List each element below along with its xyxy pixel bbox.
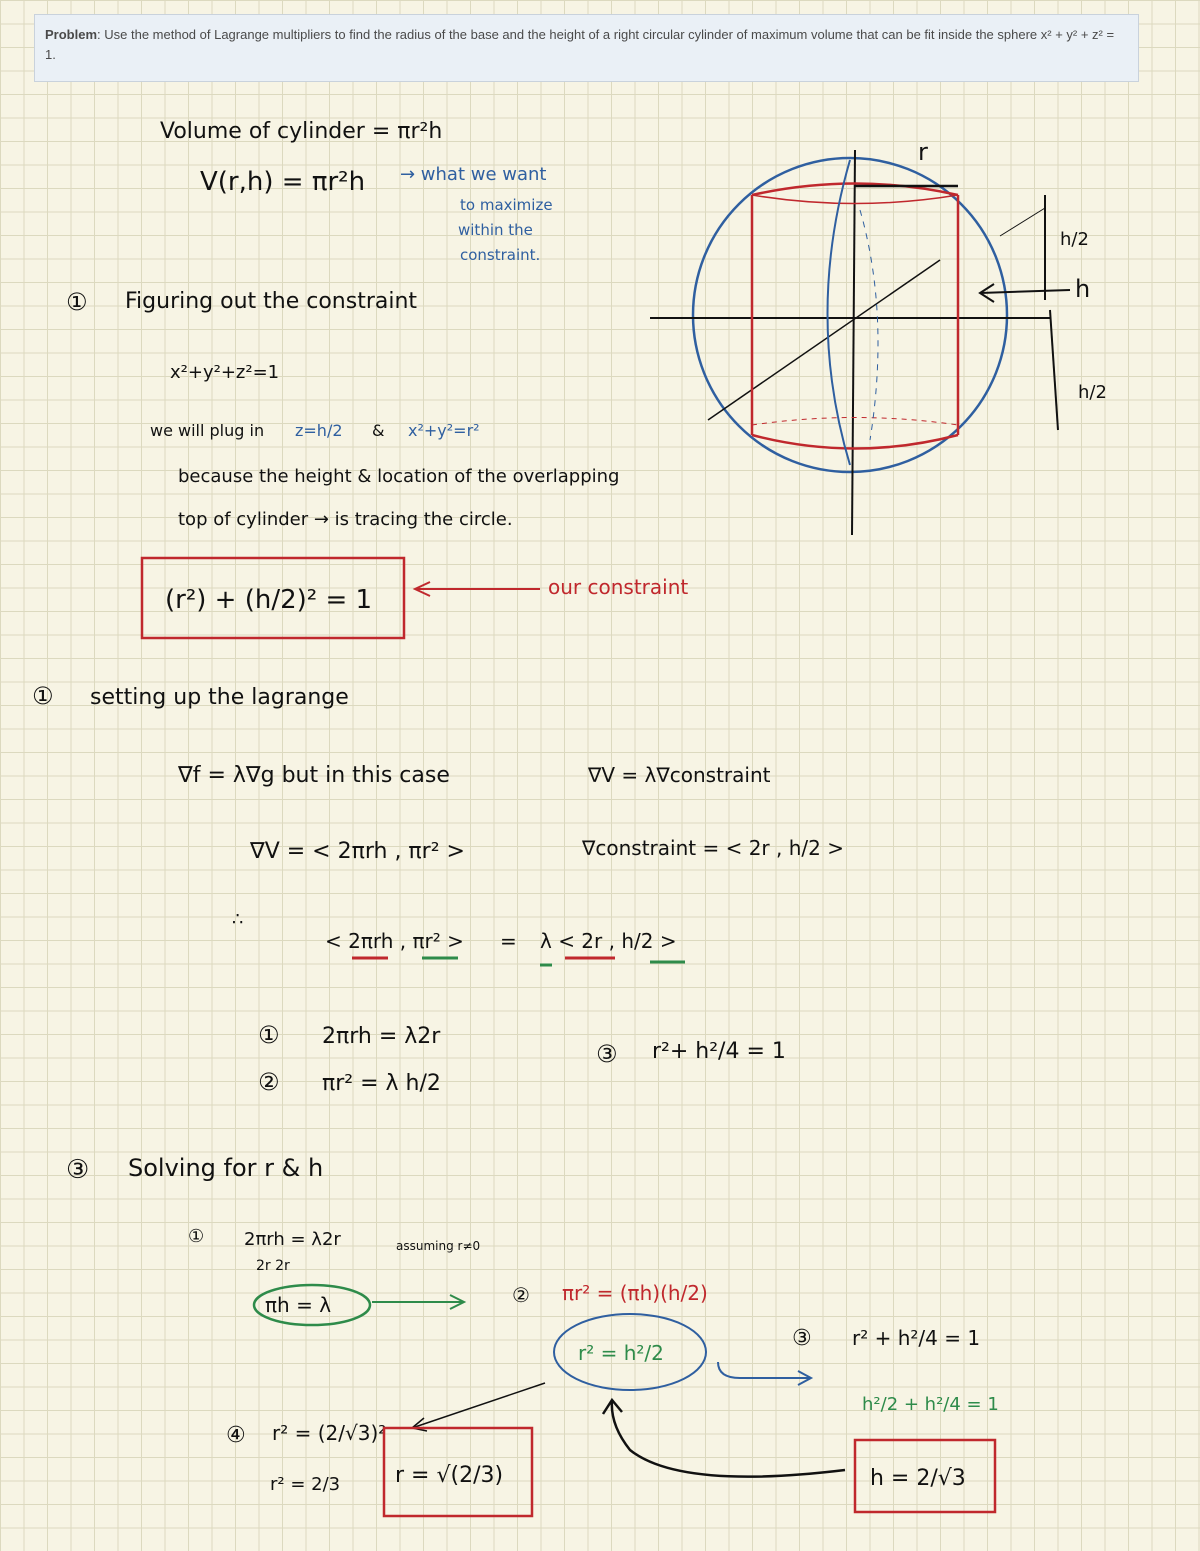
s3-substitution: h²/2 + h²/4 = 1 bbox=[862, 1394, 999, 1415]
therefore-symbol: ∴ bbox=[232, 909, 244, 930]
half-height-bottom-label: h/2 bbox=[1078, 382, 1107, 403]
problem-text: Use the method of Lagrange multipliers to find the radius of the base and the height of a right circular cylinder of maximum volume that can be fit inside the sphere x² + y² + z² = 1. bbox=[45, 27, 1115, 62]
want-note-4: constraint. bbox=[460, 246, 541, 264]
grad-case: ∇V = λ∇constraint bbox=[588, 763, 771, 787]
constraint-label: our constraint bbox=[548, 575, 689, 599]
want-note-2: to maximize bbox=[460, 196, 553, 214]
sphere-meridian bbox=[828, 160, 851, 465]
half-height-bottom bbox=[1050, 310, 1058, 430]
vector-eq-lhs: < 2πrh , πr² > bbox=[325, 929, 464, 953]
s1-result: πh = λ bbox=[265, 1293, 332, 1317]
r-to-s4-arrow bbox=[412, 1383, 545, 1428]
constraint-equation: (r²) + (h/2)² = 1 bbox=[165, 585, 373, 615]
because-line-1: because the height & location of the overlapping bbox=[178, 466, 620, 487]
s4-equation: r² = (2/√3)² bbox=[272, 1421, 387, 1445]
step1-title: Figuring out the constraint bbox=[125, 289, 418, 314]
want-note-1: → what we want bbox=[400, 164, 547, 185]
grad-constraint: ∇constraint = < 2r , h/2 > bbox=[582, 836, 844, 860]
r-result: r = √(2/3) bbox=[395, 1463, 504, 1488]
h-pointer bbox=[980, 290, 1070, 293]
h-guide-top bbox=[1000, 208, 1045, 236]
s2-arrow bbox=[718, 1362, 810, 1378]
sphere-meridian-back bbox=[860, 210, 878, 440]
step2-title: setting up the lagrange bbox=[90, 685, 349, 710]
half-height-top-label: h/2 bbox=[1060, 229, 1089, 250]
step2-number: ① bbox=[32, 682, 54, 710]
sphere-equation: x²+y²+z²=1 bbox=[170, 362, 280, 383]
cylinder-bottom-back bbox=[752, 418, 958, 426]
s2-number: ② bbox=[512, 1283, 530, 1307]
z-axis bbox=[852, 150, 855, 535]
s2-equation: πr² = (πh)(h/2) bbox=[562, 1281, 708, 1305]
vector-eq-equals: = bbox=[500, 929, 517, 953]
s3-number: ③ bbox=[792, 1326, 812, 1351]
s4-number: ④ bbox=[226, 1423, 246, 1448]
vector-eq-rhs: λ < 2r , h/2 > bbox=[540, 929, 677, 953]
step3-title: Solving for r & h bbox=[128, 1154, 324, 1182]
plug-and: & bbox=[372, 421, 385, 440]
sphere-circle bbox=[693, 158, 1007, 472]
s3-equation: r² + h²/4 = 1 bbox=[852, 1326, 981, 1350]
sphere-cylinder-figure bbox=[650, 138, 1107, 535]
s1-number: ① bbox=[188, 1226, 205, 1247]
step1-number: ① bbox=[66, 288, 88, 316]
grad-v: ∇V = < 2πrh , πr² > bbox=[250, 839, 465, 864]
step3-number: ③ bbox=[66, 1155, 90, 1185]
problem-label: Problem bbox=[45, 27, 98, 42]
volume-title: Volume of cylinder = πr²h bbox=[160, 119, 443, 144]
eq1: 2πrh = λ2r bbox=[322, 1024, 441, 1049]
problem-statement: Problem: Use the method of Lagrange multipliers to find the radius of the base and the height of a right circular cylinder of maximum volume that can be fit inside the sphere x² + y² + z² = 1. bbox=[34, 14, 1139, 82]
volume-function: V(r,h) = πr²h bbox=[200, 167, 366, 197]
plug-z: z=h/2 bbox=[295, 421, 343, 440]
eq3-number: ③ bbox=[596, 1040, 618, 1068]
s1-note: assuming r≠0 bbox=[396, 1239, 481, 1253]
want-note-3: within the bbox=[458, 221, 533, 239]
because-line-2: top of cylinder → is tracing the circle. bbox=[178, 509, 513, 530]
plug-in-text: we will plug in bbox=[150, 421, 265, 440]
height-label: h bbox=[1075, 275, 1091, 303]
eq3: r²+ h²/4 = 1 bbox=[652, 1039, 786, 1064]
y-axis bbox=[708, 260, 940, 420]
h-to-r-arrow bbox=[612, 1400, 845, 1477]
eq1-number: ① bbox=[258, 1021, 280, 1049]
s2-result: r² = h²/2 bbox=[578, 1341, 664, 1365]
eq2-number: ② bbox=[258, 1068, 280, 1096]
s1-divide: 2r 2r bbox=[256, 1258, 290, 1274]
grad-general: ∇f = λ∇g but in this case bbox=[178, 763, 450, 788]
eq2: πr² = λ h/2 bbox=[322, 1071, 441, 1096]
s4-equation-2: r² = 2/3 bbox=[270, 1474, 341, 1495]
radius-label: r bbox=[918, 138, 928, 166]
s1-equation: 2πrh = λ2r bbox=[244, 1229, 341, 1250]
plug-xy: x²+y²=r² bbox=[408, 421, 480, 440]
h-result: h = 2/√3 bbox=[870, 1466, 966, 1491]
